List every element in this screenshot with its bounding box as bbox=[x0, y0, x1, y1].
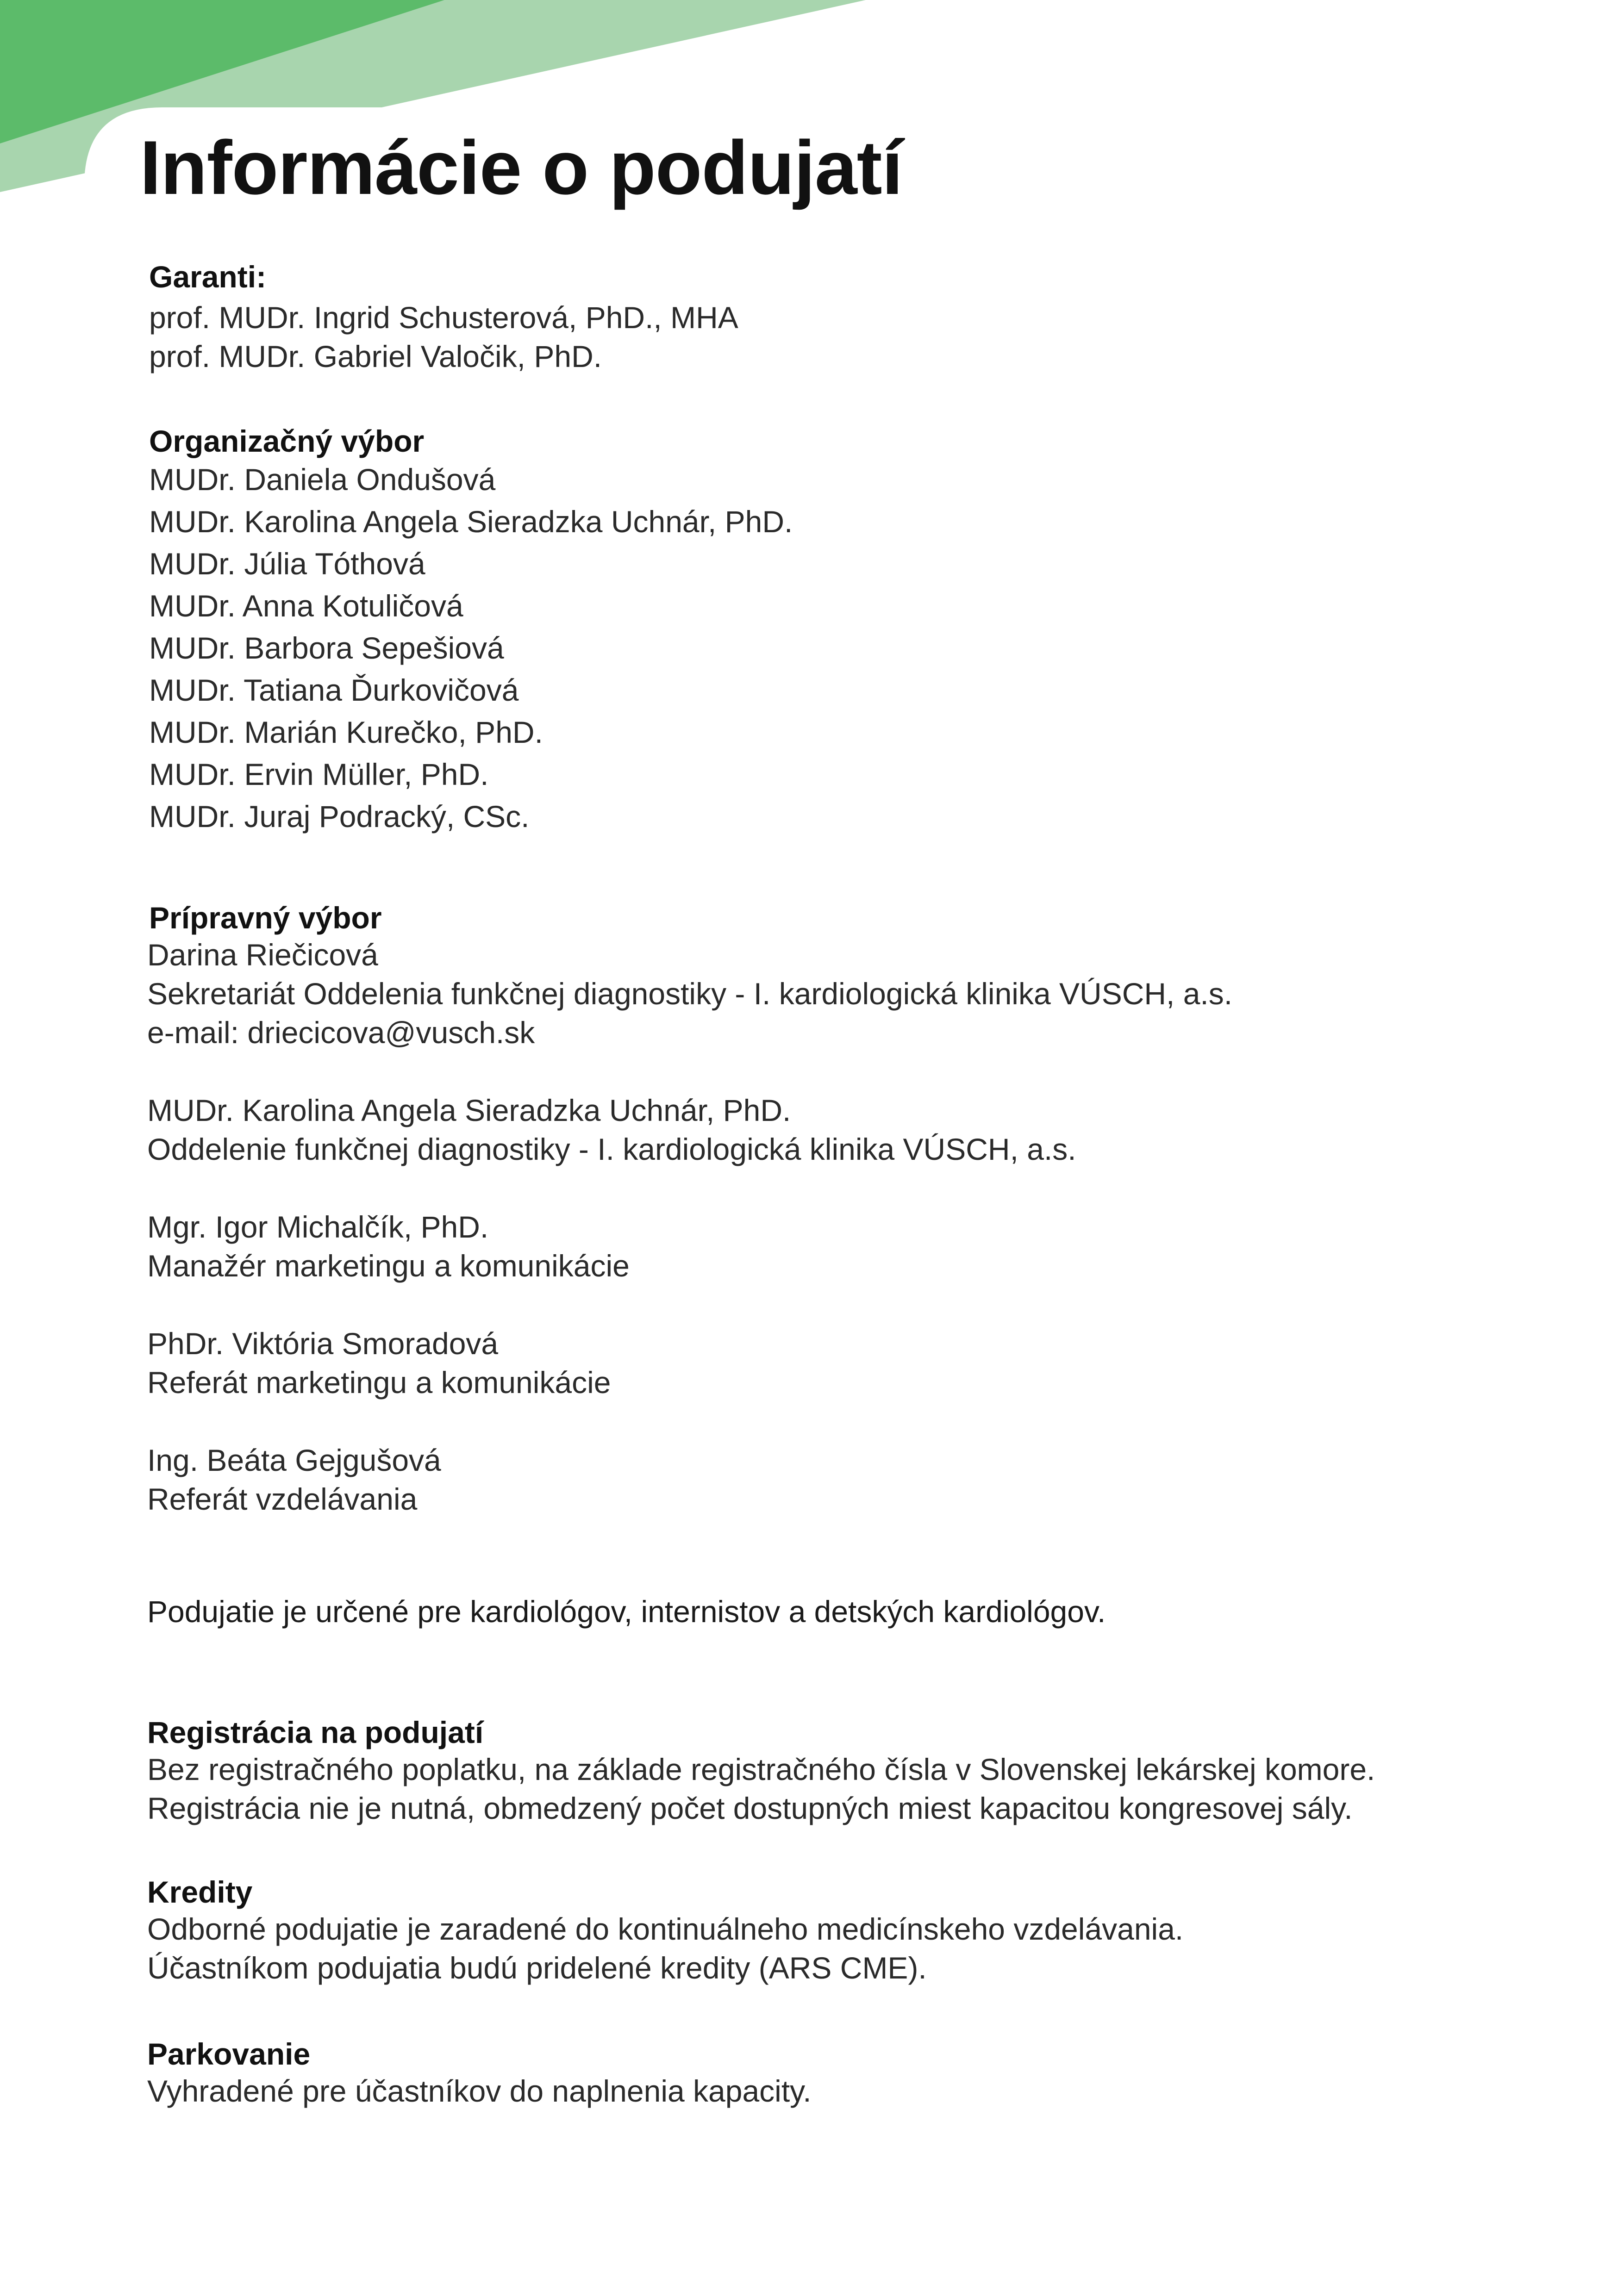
registration-text bbox=[147, 1750, 1375, 1828]
registration-line: Bez registračného poplatku, na základe registračného čísla v Slovenskej lekárskej komore. bbox=[147, 1752, 1375, 1786]
guarantors-heading: Garanti: bbox=[149, 260, 267, 294]
credits-line: Účastníkom podujatia budú pridelené kredity (ARS CME). bbox=[147, 1951, 927, 1985]
audience-section bbox=[147, 1592, 1106, 1631]
guarantor-name: prof. MUDr. Gabriel Valočik, PhD. bbox=[149, 339, 602, 373]
committee-member: MUDr. Anna Kotuličová bbox=[149, 589, 463, 623]
credits-heading: Kredity bbox=[147, 1875, 253, 1909]
contact-role: Referát vzdelávania bbox=[147, 1482, 418, 1516]
audience-text: Podujatie je určené pre kardiológov, internistov a detských kardiológov. bbox=[147, 1594, 1106, 1629]
committee-member: MUDr. Ervin Müller, PhD. bbox=[149, 757, 489, 791]
committee-member: MUDr. Tatiana Ďurkovičová bbox=[149, 673, 519, 707]
credits-text bbox=[147, 1910, 1183, 1987]
committee-member: MUDr. Juraj Podracký, CSc. bbox=[149, 799, 530, 834]
contact-name: Ing. Beáta Gejgušová bbox=[147, 1443, 441, 1477]
contact-name: Darina Riečicová bbox=[147, 938, 378, 972]
parking-heading: Parkovanie bbox=[147, 2037, 311, 2071]
credits-line: Odborné podujatie je zaradené do kontinuálneho medicínskeho vzdelávania. bbox=[147, 1912, 1184, 1946]
preparatory-committee-section bbox=[149, 900, 1232, 1518]
contact-block bbox=[147, 1207, 1232, 1285]
preparatory-committee-list bbox=[147, 935, 1232, 1518]
registration-heading: Registrácia na podujatí bbox=[147, 1715, 484, 1749]
contact-block bbox=[147, 935, 1232, 1052]
credits-section bbox=[147, 1874, 1183, 1987]
guarantor-name: prof. MUDr. Ingrid Schusterová, PhD., MHA bbox=[149, 300, 738, 335]
contact-role: Sekretariát Oddelenia funkčnej diagnostiky - I. kardiologická klinika VÚSCH, a.s. bbox=[147, 977, 1233, 1011]
contact-block bbox=[147, 1441, 1232, 1518]
preparatory-committee-heading: Prípravný výbor bbox=[149, 901, 382, 935]
parking-section bbox=[147, 2036, 812, 2110]
organizing-committee-list bbox=[149, 459, 793, 838]
page-title: Informácie o podujatí bbox=[140, 125, 903, 210]
committee-member: MUDr. Marián Kurečko, PhD. bbox=[149, 715, 543, 749]
contact-block bbox=[147, 1324, 1232, 1402]
contact-name: PhDr. Viktória Smoradová bbox=[147, 1326, 499, 1361]
organizing-committee-section bbox=[149, 423, 793, 838]
registration-section bbox=[147, 1715, 1375, 1828]
contact-block bbox=[147, 1091, 1232, 1169]
organizing-committee-heading: Organizačný výbor bbox=[149, 424, 425, 458]
contact-email: e-mail: driecicova@vusch.sk bbox=[147, 1015, 535, 1050]
committee-member: MUDr. Karolina Angela Sieradzka Uchnár, PhD. bbox=[149, 504, 793, 539]
parking-line: Vyhradené pre účastníkov do naplnenia kapacity. bbox=[147, 2074, 812, 2108]
committee-member: MUDr. Daniela Ondušová bbox=[149, 462, 496, 497]
guarantors-list bbox=[149, 298, 738, 376]
contact-role: Referát marketingu a komunikácie bbox=[147, 1365, 611, 1400]
parking-text bbox=[147, 2072, 812, 2110]
contact-name: Mgr. Igor Michalčík, PhD. bbox=[147, 1210, 489, 1244]
guarantors-section bbox=[149, 259, 738, 376]
committee-member: MUDr. Barbora Sepešiová bbox=[149, 631, 504, 665]
contact-role: Oddelenie funkčnej diagnostiky - I. kardiologická klinika VÚSCH, a.s. bbox=[147, 1132, 1076, 1166]
contact-name: MUDr. Karolina Angela Sieradzka Uchnár, PhD. bbox=[147, 1093, 791, 1127]
committee-member: MUDr. Júlia Tóthová bbox=[149, 547, 425, 581]
contact-role: Manažér marketingu a komunikácie bbox=[147, 1249, 630, 1283]
registration-line: Registrácia nie je nutná, obmedzený počet dostupných miest kapacitou kongresovej sály. bbox=[147, 1791, 1353, 1825]
